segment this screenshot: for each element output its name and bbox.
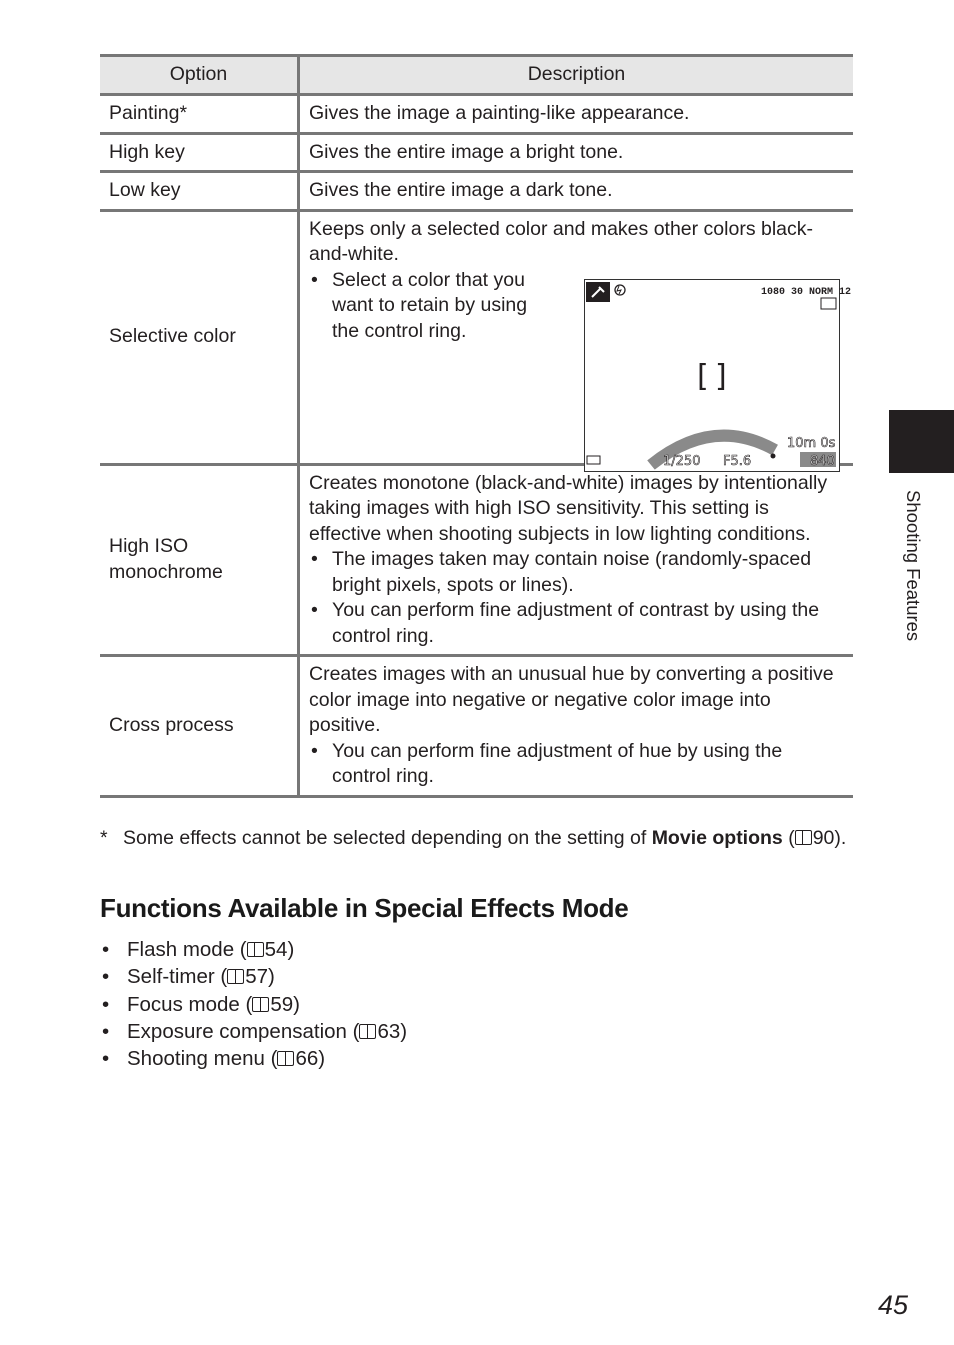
page-reference[interactable]: 57 [245,965,269,989]
book-reference-icon [277,1051,294,1066]
table-row [100,172,853,211]
list-item: • Focus mode ( 59) [100,991,407,1018]
option-cell: Selective color [100,210,299,464]
page-reference[interactable]: 54 [264,938,288,961]
description-cell: Gives the image a painting-like appearance. [299,95,854,134]
page-reference[interactable]: 63 [377,1019,401,1043]
shutter-speed: 1/250 [663,453,701,469]
focus-bracket-left: [ [697,358,709,394]
option-cell: Cross process [100,656,299,797]
chapter-label: Shooting Features [903,490,924,642]
option-cell: High key [100,133,299,172]
description-cell [299,210,854,469]
bullet-item: • You can perform fine adjustment of contrast by using the control ring. [309,598,845,649]
functions-list [100,936,407,1072]
vr-icon [821,298,836,309]
description-cell [299,464,854,656]
effects-table [100,54,853,798]
page-reference[interactable]: 66 [295,1047,319,1071]
footnote-marker: * [100,827,108,849]
table-row [100,656,853,797]
page-number: 45 [878,1290,909,1320]
list-item: • Flash mode ( 54) [100,936,407,963]
bullet-item: • Select a color that you want to retain by using the control ring. [309,268,544,345]
book-reference-icon [359,1024,376,1039]
book-reference-icon [227,969,244,984]
book-reference-icon [252,997,269,1012]
option-cell: Painting* [100,95,299,134]
camera-display-graphic [585,280,852,471]
bullet-list [309,268,544,345]
description-cell: Gives the entire image a bright tone. [299,133,854,172]
book-reference-icon [795,830,812,845]
section-title: Functions Available in Special Effects Mode [100,893,629,923]
footnote-bold-term: Movie options [651,827,783,849]
column-header-option: Option [100,56,299,95]
description-text: Keeps only a selected color and makes other colors black-and-white. [309,217,814,265]
list-item: • Exposure compensation ( 63) [100,1018,407,1045]
focus-bracket-right: ] [715,358,727,394]
table-row [100,95,853,134]
aperture-value: F5.6 [723,453,752,469]
description-cell: Gives the entire image a dark tone. [299,172,854,211]
exposures-remaining: 840 [810,453,835,469]
table-row [100,133,853,172]
book-reference-icon [247,942,264,957]
option-cell: Low key [100,172,299,211]
movie-settings-readout: 1080 30 NORM 12 [761,286,852,298]
list-item: • Self-timer ( 57) [100,963,407,990]
bullet-list [309,739,845,790]
battery-icon [587,456,600,464]
list-item: • Shooting menu ( 66) [100,1045,407,1072]
table-row [100,464,853,656]
description-text: Creates monotone (black-and-white) images by intentionally taking images with high ISO sensitivity. This setting is effective when shooting subjects in low lighting conditions. [309,471,828,545]
table-row [100,210,853,464]
page-reference[interactable]: 90 [812,827,835,849]
column-header-description: Description [299,56,854,95]
option-cell: High ISO monochrome [100,464,299,656]
footnote: * Some effects cannot be selected depending on the setting of Movie options ( 90). [100,826,860,852]
bullet-list [309,547,845,649]
bullet-item: • The images taken may contain noise (randomly-spaced bright pixels, spots or lines). [309,547,845,598]
table-header-row [100,56,853,95]
description-cell [299,656,854,797]
page-reference[interactable]: 59 [270,992,294,1016]
bullet-item: • You can perform fine adjustment of hue by using the control ring. [309,739,845,790]
description-text: Creates images with an unusual hue by converting a positive color image into negative or negative color image into positive. [309,663,834,736]
chapter-tab [889,410,954,473]
camera-screen-illustration [584,279,852,472]
remaining-time: 10m 0s [787,435,836,451]
footnote-text: Some effects cannot be selected depending on the setting of [123,827,652,849]
